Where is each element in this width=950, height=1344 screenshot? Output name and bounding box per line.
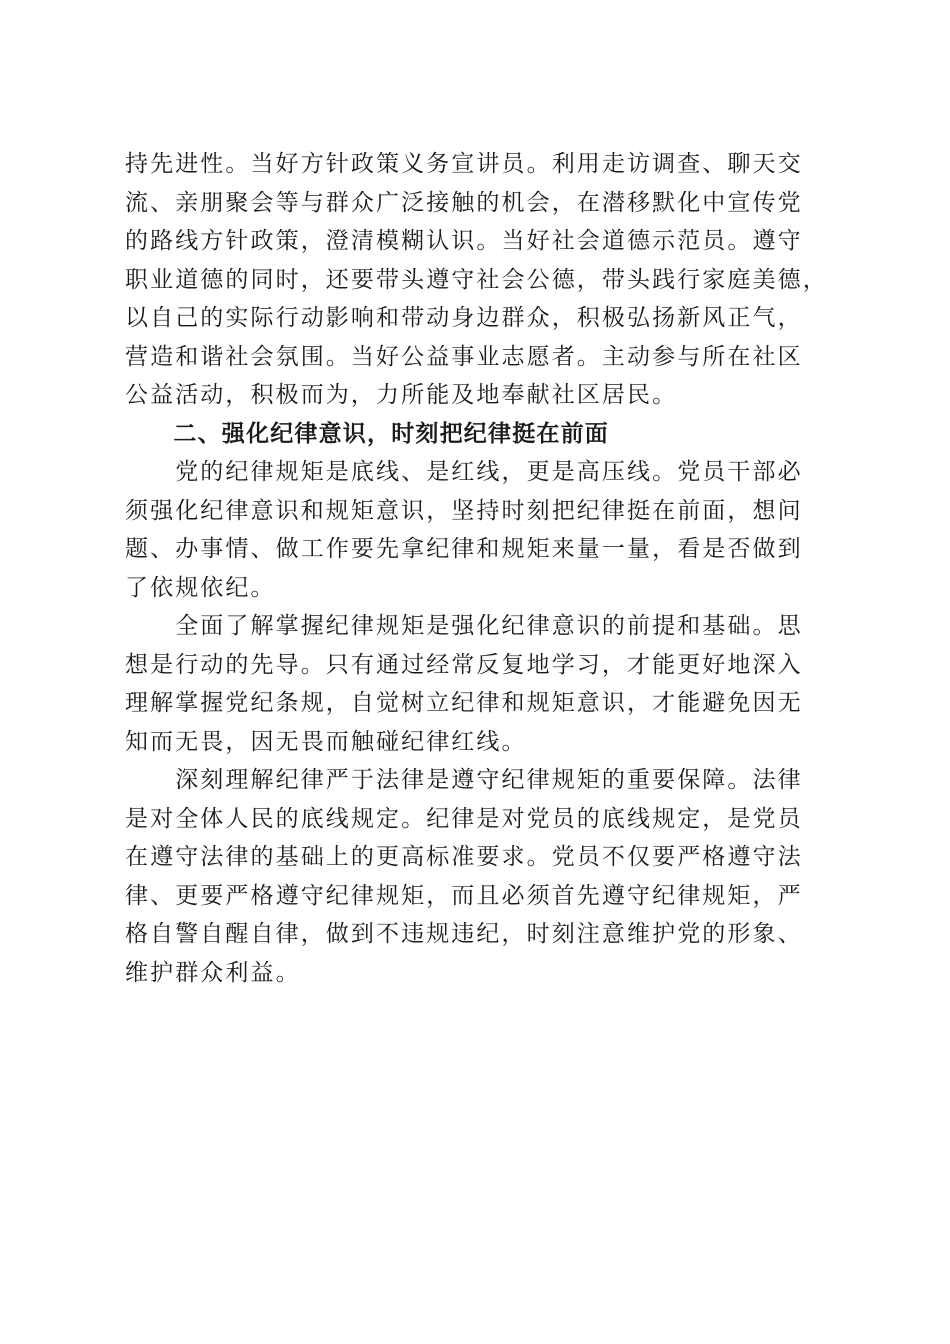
text-line-12: 了依规依纪。 bbox=[125, 574, 276, 601]
text-line-11: 题、办事情、做工作要先拿纪律和规矩来量一量，看是否做到 bbox=[125, 536, 803, 562]
section-heading: 二、强化纪律意识，时刻把纪律挺在前面 bbox=[125, 420, 609, 447]
document-body bbox=[125, 145, 827, 992]
text-line-3: 的路线方针政策，澄清模糊认识。当好社会道德示范员。遵守 bbox=[125, 228, 803, 254]
text-line-18: 是对全体人民的底线规定。纪律是对党员的底线规定，是党员 bbox=[125, 805, 803, 832]
text-line-16: 知而无畏，因无畏而触碰纪律红线。 bbox=[125, 728, 527, 755]
text-line-4: 职业道德的同时，还要带头遵守社会公德，带头践行家庭美德， bbox=[125, 266, 828, 293]
text-line-21: 格自警自醒自律，做到不违规违纪，时刻注意维护党的形象、 bbox=[125, 921, 803, 947]
text-line-5: 以自己的实际行动影响和带动身边群众，积极弘扬新风正气， bbox=[125, 305, 803, 331]
text-line-6: 营造和谐社会氛围。当好公益事业志愿者。主动参与所在社区 bbox=[125, 343, 803, 370]
text-line-9: 党的纪律规矩是底线、是红线，更是高压线。党员干部必 bbox=[125, 459, 803, 485]
text-line-10: 须强化纪律意识和规矩意识，坚持时刻把纪律挺在前面，想问 bbox=[125, 497, 803, 524]
text-line-15: 理解掌握党纪条规，自觉树立纪律和规矩意识，才能避免因无 bbox=[125, 690, 803, 716]
text-line-22: 维护群众利益。 bbox=[125, 959, 301, 986]
text-line-14: 想是行动的先导。只有通过经常反复地学习，才能更好地深入 bbox=[125, 651, 803, 678]
text-line-7: 公益活动，积极而为，力所能及地奉献社区居民。 bbox=[125, 382, 678, 408]
text-line-2: 流、亲朋聚会等与群众广泛接触的机会，在潜移默化中宣传党 bbox=[125, 189, 803, 216]
text-line-17: 深刻理解纪律严于法律是遵守纪律规矩的重要保障。法律 bbox=[125, 767, 803, 793]
text-line-19: 在遵守法律的基础上的更高标准要求。党员不仅要严格遵守法 bbox=[125, 844, 803, 870]
text-line-20: 律、更要严格遵守纪律规矩，而且必须首先遵守纪律规矩，严 bbox=[125, 882, 803, 909]
text-line-1: 持先进性。当好方针政策义务宣讲员。利用走访调查、聊天交 bbox=[125, 151, 803, 177]
text-line-13: 全面了解掌握纪律规矩是强化纪律意识的前提和基础。思 bbox=[125, 613, 803, 639]
